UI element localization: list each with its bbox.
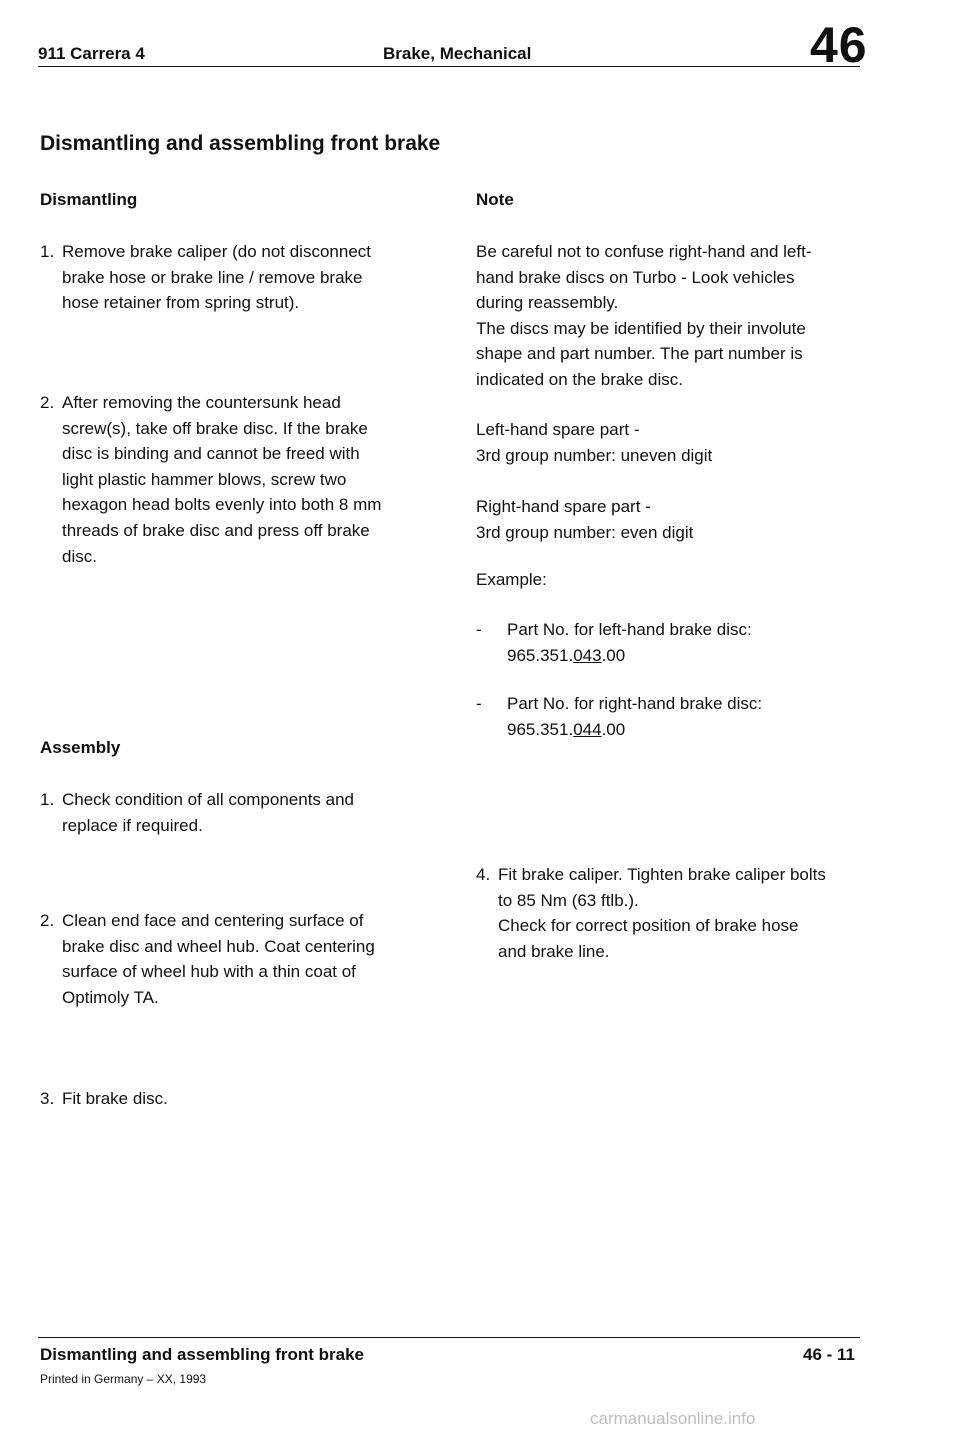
part-number [507,643,876,669]
example-label: Example: [476,570,547,589]
step-line: surface of wheel hub with a thin coat of [62,962,356,982]
dismantling-heading: Dismantling [40,190,138,209]
dismantling-step-2 [40,390,440,569]
step-line: Remove brake caliper (do not disconnect [62,242,371,261]
example-label-line: Part No. for right-hand brake disc: [507,694,763,713]
header-model: 911 Carrera 4 [38,44,145,63]
part-number [507,717,876,743]
note-line: Be careful not to confuse right-hand and left- [476,242,812,261]
part-number-group: 044 [573,719,602,739]
step-number: 1. [40,790,55,809]
step-line: disc is binding and cannot be freed with [62,444,360,464]
step-line: to 85 Nm (63 ftlb.). [498,890,639,910]
example-right-part [476,691,876,742]
dismantling-step-1 [40,239,440,316]
assembly-heading: Assembly [40,738,121,757]
header-rule [38,66,860,67]
page-number: 46 - 11 [803,1345,855,1364]
note-line: indicated on the brake disc. [476,369,683,389]
footer-rule [38,1337,860,1338]
note-line: The discs may be identified by their involute [476,318,806,338]
step-number: 3. [40,1089,55,1108]
step-line: Optimoly TA. [62,987,159,1007]
step-line: light plastic hammer blows, screw two [62,469,347,489]
part-number-suffix: .00 [601,719,626,739]
dash-bullet: - [476,694,482,713]
assembly-step-3 [40,1086,440,1112]
left-hand-spare-part [476,417,876,468]
example-label-line: Part No. for left-hand brake disc: [507,620,752,639]
spare-line: Right-hand spare part - [476,497,651,516]
step-line: Check condition of all components and [62,790,355,809]
spare-line: 3rd group number: uneven digit [476,445,713,465]
note-line: hand brake discs on Turbo - Look vehicles [476,267,795,287]
spare-line: 3rd group number: even digit [476,522,694,542]
dash-bullet: - [476,620,482,639]
right-hand-spare-part [476,494,876,545]
step-number: 2. [40,911,55,930]
step-line: screw(s), take off brake disc. If the brake [62,418,368,438]
step-line: brake disc and wheel hub. Coat centering [62,936,375,956]
step-line: threads of brake disc and press off brake [62,520,370,540]
step-line: Fit brake disc. [62,1089,168,1108]
note-line: shape and part number. The part number is [476,344,803,364]
step-number: 4. [476,865,491,884]
spare-line: Left-hand spare part - [476,420,640,439]
page-title: Dismantling and assembling front brake [40,132,441,155]
part-number-prefix: 965.351. [507,645,574,665]
assembly-step-1 [40,787,440,838]
print-info: Printed in Germany – XX, 1993 [40,1372,207,1386]
step-line: After removing the countersunk head [62,393,341,412]
assembly-step-4 [476,862,896,964]
footer-title: Dismantling and assembling front brake [40,1345,365,1364]
header-section: Brake, Mechanical [383,44,532,63]
assembly-step-2 [40,908,440,1010]
step-line: replace if required. [62,815,203,835]
note-text [476,239,876,393]
step-number: 2. [40,393,55,412]
note-heading: Note [476,190,514,209]
part-number-prefix: 965.351. [507,719,574,739]
step-line: disc. [62,546,97,566]
note-line: during reassembly. [476,293,619,313]
part-number-group: 043 [573,645,602,665]
step-line: and brake line. [498,941,610,961]
example-left-part [476,617,876,668]
step-line: brake hose or brake line / remove brake [62,267,363,287]
step-line: Check for correct position of brake hose [498,916,799,936]
step-line: Fit brake caliper. Tighten brake caliper bolts [498,865,826,884]
watermark: carmanualsonline.info [590,1409,756,1428]
step-line: hexagon head bolts evenly into both 8 mm [62,495,382,515]
header-chapter-number: 46 [810,17,868,73]
part-number-suffix: .00 [601,645,626,665]
step-line: hose retainer from spring strut). [62,293,300,313]
step-number: 1. [40,242,55,261]
step-line: Clean end face and centering surface of [62,911,364,930]
